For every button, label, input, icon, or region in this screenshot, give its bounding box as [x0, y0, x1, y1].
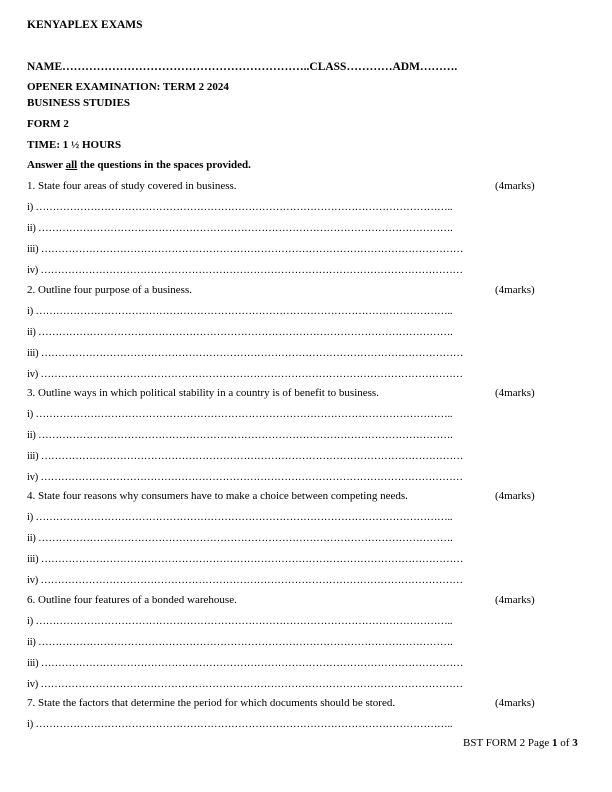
answer-line[interactable]: iv) ……………………………………………………………………………………………………………	[27, 472, 463, 483]
answer-line[interactable]: iii) ……………………………………………………………………………………………………………	[27, 554, 464, 565]
answer-line[interactable]: ii) ………………………………………………………………………………………………………….	[27, 430, 453, 441]
name-class-adm-line: NAME………………………………………………………..CLASS…………ADM……….	[27, 61, 458, 73]
answer-line[interactable]: iii) ……………………………………………………………………………………………………………	[27, 451, 464, 462]
question-6-marks: (4marks)	[495, 594, 535, 606]
footer-page-total: 3	[572, 737, 578, 749]
answer-line[interactable]: i) …………………………………………………………………………………………………………..	[27, 202, 453, 213]
question-1-marks: (4marks)	[495, 180, 535, 192]
answer-line[interactable]: ii) ………………………………………………………………………………………………………….	[27, 533, 453, 544]
question-4-text: 4. State four reasons why consumers have to make a choice between competing needs.	[27, 490, 408, 502]
answer-line[interactable]: iv) ……………………………………………………………………………………………………………	[27, 369, 463, 380]
exam-title: OPENER EXAMINATION: TERM 2 2024	[27, 81, 229, 93]
brand-title: KENYAPLEX EXAMS	[27, 19, 143, 31]
question-2-marks: (4marks)	[495, 284, 535, 296]
answer-line[interactable]: i) …………………………………………………………………………………………………………..	[27, 616, 453, 627]
footer-page-number: 1	[552, 737, 558, 749]
answer-line[interactable]: iii) ……………………………………………………………………………………………………………	[27, 658, 464, 669]
answer-line[interactable]: i) …………………………………………………………………………………………………………..	[27, 719, 453, 730]
question-3-marks: (4marks)	[495, 387, 535, 399]
instruction-emphasis: all	[65, 159, 78, 171]
answer-line[interactable]: ii) ………………………………………………………………………………………………………….	[27, 327, 453, 338]
question-3-text: 3. Outline ways in which political stability in a country is of benefit to business.	[27, 387, 379, 399]
answer-line[interactable]: i) …………………………………………………………………………………………………………..	[27, 306, 453, 317]
question-2-text: 2. Outline four purpose of a business.	[27, 284, 192, 296]
question-7-text: 7. State the factors that determine the period for which documents should be stored.	[27, 697, 396, 709]
answer-line[interactable]: iv) ……………………………………………………………………………………………………………	[27, 679, 463, 690]
answer-line[interactable]: i) …………………………………………………………………………………………………………..	[27, 409, 453, 420]
instruction-post: the questions in the spaces provided.	[77, 159, 251, 171]
answer-line[interactable]: iii) ……………………………………………………………………………………………………………	[27, 244, 464, 255]
instructions	[27, 159, 251, 172]
form-level: FORM 2	[27, 118, 69, 130]
question-1-text: 1. State four areas of study covered in business.	[27, 180, 237, 192]
question-7-marks: (4marks)	[495, 697, 535, 709]
page-footer	[463, 737, 578, 749]
answer-line[interactable]: ii) ………………………………………………………………………………………………………….	[27, 637, 453, 648]
answer-line[interactable]: iv) ……………………………………………………………………………………………………………	[27, 265, 463, 276]
answer-line[interactable]: i) …………………………………………………………………………………………………………..	[27, 512, 453, 523]
footer-of: of	[557, 737, 573, 749]
answer-line[interactable]: iv) ……………………………………………………………………………………………………………	[27, 575, 463, 586]
instruction-pre: Answer	[27, 159, 66, 171]
answer-line[interactable]: ii) ………………………………………………………………………………………………………….	[27, 223, 453, 234]
answer-line[interactable]: iii) ……………………………………………………………………………………………………………	[27, 348, 464, 359]
footer-prefix: BST FORM 2 Page	[463, 737, 553, 749]
question-6-text: 6. Outline four features of a bonded warehouse.	[27, 594, 237, 606]
subject-title: BUSINESS STUDIES	[27, 97, 131, 109]
exam-time: TIME: 1 ½ HOURS	[27, 139, 122, 151]
question-4-marks: (4marks)	[495, 490, 535, 502]
